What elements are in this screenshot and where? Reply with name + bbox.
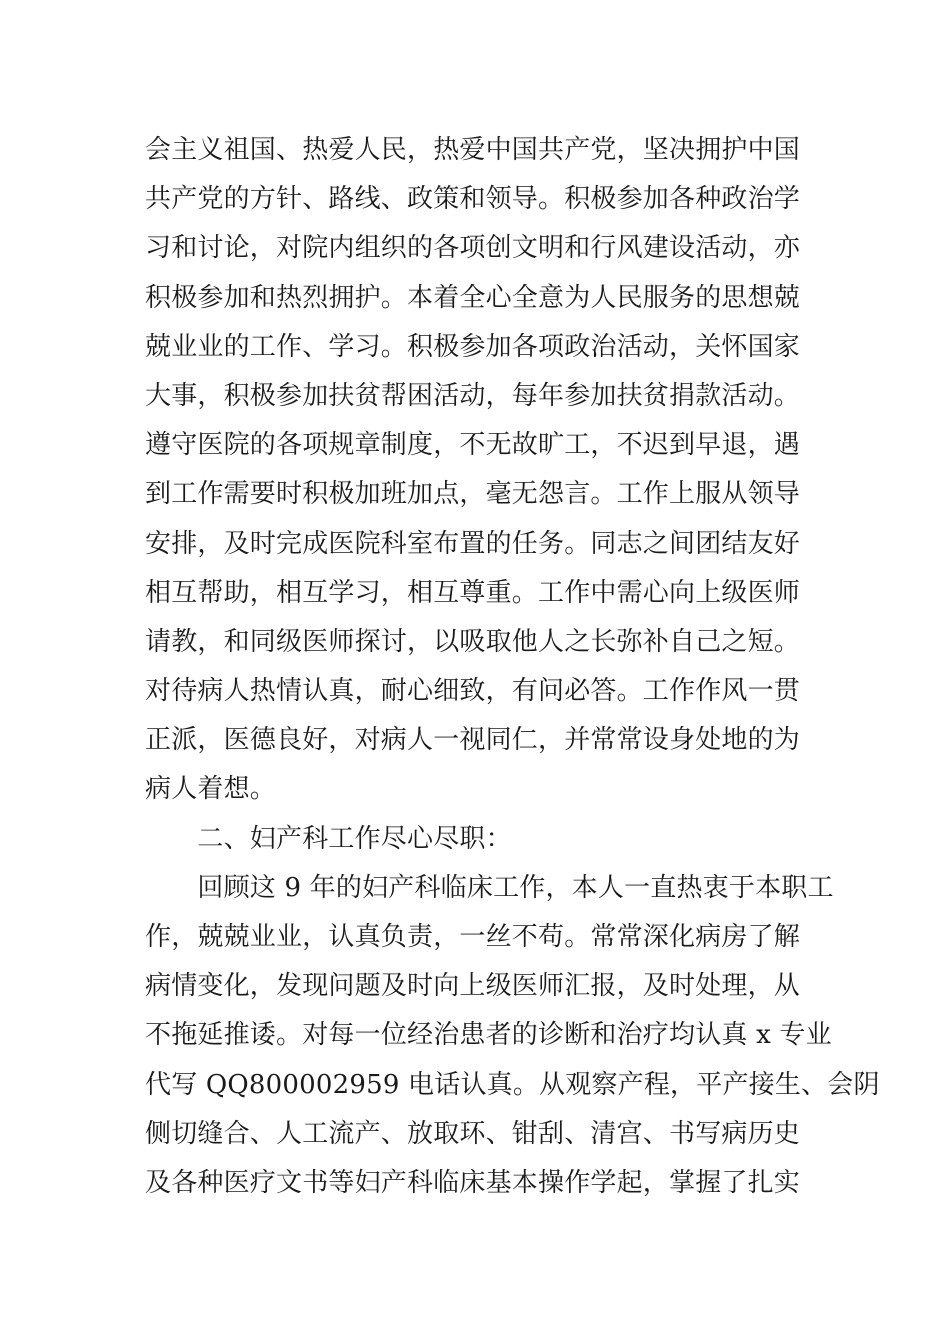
- text-line: 代写 QQ800002959 电话认真。从观察产程，平产接生、会阴: [145, 1069, 880, 1100]
- text-line: 共产党的方针、路线、政策和领导。积极参加各种政治学: [145, 184, 801, 215]
- text-line: 不拖延推诿。对每一位经治患者的诊断和治疗均认真 x 专业: [145, 1020, 832, 1051]
- section-heading: 二、妇产科工作尽心尽职：: [145, 823, 512, 854]
- text-line: 兢业业的工作、学习。积极参加各项政治活动，关怀国家: [145, 331, 801, 362]
- text-line: 作，兢兢业业，认真负责，一丝不苟。常常深化病房了解: [145, 922, 801, 952]
- text-line: 安排，及时完成医院科室布置的任务。同志之间团结友好: [145, 528, 801, 559]
- text-line: 到工作需要时积极加班加点，毫无怨言。工作上服从领导: [145, 479, 801, 510]
- text-line: 习和讨论，对院内组织的各项创文明和行风建设活动，亦: [145, 233, 801, 264]
- text-line: 遵守医院的各项规章制度，不无故旷工，不迟到早退，遇: [145, 430, 801, 461]
- text-line: 侧切缝合、人工流产、放取环、钳刮、清宫、书写病历史: [145, 1118, 801, 1149]
- text-line: 请教，和同级医师探讨，以吸取他人之长弥补自己之短。: [145, 626, 801, 657]
- text-line: 及各种医疗文书等妇产科临床基本操作学起，掌握了扎实: [145, 1167, 801, 1198]
- text-line: 相互帮助，相互学习，相互尊重。工作中需心向上级医师: [145, 577, 801, 608]
- text-line: 回顾这 9 年的妇产科临床工作，本人一直热衷于本职工: [145, 872, 834, 903]
- text-line: 病情变化，发现问题及时向上级医师汇报，及时处理，从: [145, 971, 801, 1002]
- text-line: 积极参加和热烈拥护。本着全心全意为人民服务的思想兢: [145, 282, 801, 313]
- text-line: 会主义祖国、热爱人民，热爱中国共产党，坚决拥护中国: [145, 135, 801, 165]
- text-line: 对待病人热情认真，耐心细致，有问必答。工作作风一贯: [145, 676, 801, 707]
- body-text: [145, 126, 880, 1208]
- text-line: 大事，积极参加扶贫帮困活动，每年参加扶贫捐款活动。: [145, 380, 801, 411]
- text-line: 病人着想。: [145, 774, 277, 805]
- text-line: 正派，医德良好，对病人一视同仁，并常常设身处地的为: [145, 725, 801, 756]
